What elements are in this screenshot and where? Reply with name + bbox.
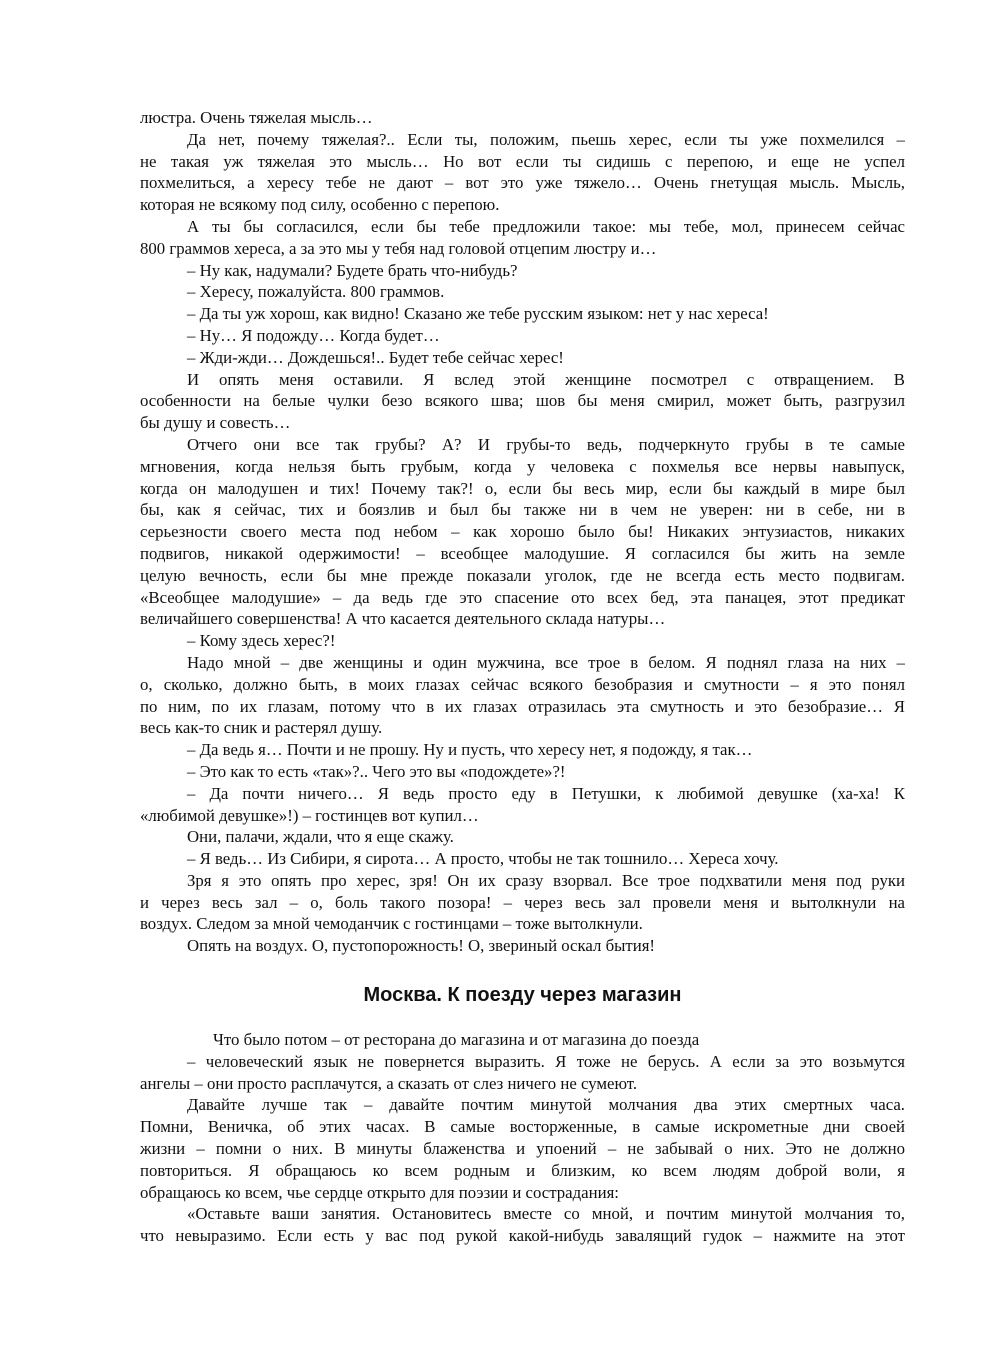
text-line: «Оставьте ваши занятия. Остановитесь вместе со мной, и почтим минутой молчания то,	[187, 1204, 905, 1224]
text-line: особенности на белые чулки безо всякого шва; шов бы меня смирил, может быть, разгрузил	[140, 391, 905, 411]
dialogue-line: – Кому здесь херес?!	[187, 631, 336, 651]
text-line: Давайте лучше так – давайте почтим минутой молчания два этих смертных часа.	[187, 1095, 905, 1115]
text-line: величайшего совершенства! А что касается деятельного склада натуры…	[140, 609, 666, 629]
text-line: серьезности своего места под небом – как хорошо было бы! Никаких энтузиастов, никаких	[140, 522, 905, 542]
paragraph	[140, 652, 905, 739]
dialogue-line: – Ну… Я подожду… Когда будет…	[187, 325, 440, 345]
chapter-heading: Москва. К поезду через магазин	[363, 984, 682, 1007]
text-line: по ним, по их глазам, потому что в их глазах отразилась эта смутность и это безобразие… Я	[140, 696, 905, 716]
text-line: люстра. Очень тяжелая мысль…	[140, 108, 373, 127]
text-line: Они, палачи, ждали, что я еще скажу.	[187, 827, 454, 847]
text-line: «любимой девушке»!) – гостинцев вот купил…	[140, 805, 479, 825]
text-line: которая не всякому под силу, особенно с перепою.	[140, 195, 500, 215]
text-line: о, сколько, должно быть, в моих глазах сейчас всякого безобразия и смутности – я это понял	[140, 674, 905, 694]
text-line: Зря я это опять про херес, зря! Он их сразу взорвал. Все трое подхватили меня под руки	[187, 870, 905, 890]
text-line: Что было потом – от ресторана до магазина и от магазина до поезда	[213, 1030, 700, 1050]
text-line: Помни, Веничка, об этих часах. В самые восторженные, в самые искрометные дни своей	[140, 1117, 905, 1137]
text-line: «Всеобщее малодушие» – да ведь где это спасение ото всех бед, эта панацея, этот предикат	[140, 587, 905, 607]
text-line: Надо мной – две женщины и один мужчина, все трое в белом. Я поднял глаза на них –	[187, 652, 905, 672]
paragraph	[140, 1203, 905, 1247]
text-line: ангелы – они просто расплачутся, а сказать от слез ничего не сумеют.	[140, 1073, 638, 1093]
text-line: бы душу и совесть…	[140, 413, 291, 433]
text-line: – человеческий язык не повернется выразить. Я тоже не берусь. А если за это возьмутся	[187, 1051, 905, 1071]
paragraph	[140, 434, 905, 630]
dialogue-line: – Жди-жди… Дождешься!.. Будет тебе сейчас херес!	[187, 347, 564, 367]
dialogue-line: – Ну как, надумали? Будете брать что-нибудь?	[187, 260, 518, 280]
dialogue-line: – Да ведь я… Почти и не прошу. Ну и пусть, что хересу нет, я подожду, я так…	[187, 740, 753, 760]
paragraph	[140, 1051, 905, 1095]
paragraph	[140, 369, 905, 434]
text-line: А ты бы согласился, если бы тебе предложили такое: мы тебе, мол, принесем сейчас	[187, 216, 905, 236]
paragraph	[140, 783, 905, 827]
paragraph	[140, 107, 905, 129]
document-page	[140, 107, 905, 1247]
text-line: жизни – помни о них. В минуты блаженства и упоений – не забывай о них. Это не должно	[140, 1139, 905, 1159]
text-line: Отчего они все так грубы? А? И грубы-то ведь, подчеркнуто грубы в те самые	[187, 434, 905, 454]
text-line: целую вечность, если бы мне прежде показали уголок, где не всегда есть место подвигам.	[140, 565, 905, 585]
text-line: похмелиться, а хересу тебе не дают – вот это уже тяжело… Очень гнетущая мысль. Мысль,	[140, 173, 905, 193]
text-line: мгновения, когда нельзя быть грубым, когда у человека с похмелья все нервы навыпуск,	[140, 456, 905, 476]
text-line: – Да почти ничего… Я ведь просто еду в Петушки, к любимой девушке (ха-ха! К	[187, 783, 905, 803]
text-line: Опять на воздух. О, пустопорожность! О, звериный оскал бытия!	[187, 936, 655, 956]
text-line: Да нет, почему тяжелая?.. Если ты, положим, пьешь херес, если ты уже похмелился –	[187, 129, 905, 149]
dialogue-line: – Хересу, пожалуйста. 800 граммов.	[187, 282, 445, 302]
text-line: воздух. Следом за мной чемоданчик с гостинцами – тоже вытолкнули.	[140, 914, 643, 934]
text-line: 800 граммов хереса, а за это мы у тебя над головой отцепим люстру и…	[140, 238, 657, 258]
text-line: обращаюсь ко всем, чье сердце открыто для поэзии и сострадания:	[140, 1182, 619, 1202]
text-line: И опять меня оставили. Я вслед этой женщине посмотрел с отвращением. В	[187, 369, 905, 389]
paragraph	[140, 129, 905, 216]
text-line: что невыразимо. Если есть у вас под рукой какой-нибудь завалящий гудок – нажмите на этот	[140, 1226, 905, 1246]
text-line: весь как-то сник и растерял душу.	[140, 718, 383, 738]
text-line: повториться. Я обращаюсь ко всем родным и близким, ко всем людям доброй воли, я	[140, 1160, 905, 1180]
paragraph	[140, 1094, 905, 1203]
text-line: не такая уж тяжелая это мысль… Но вот если ты сидишь с перепою, и еще не успел	[140, 151, 905, 171]
paragraph	[140, 216, 905, 260]
text-line: и через весь зал – о, боль такого позора! – через весь зал провели меня и вытолкнули на	[140, 892, 905, 912]
paragraph	[140, 870, 905, 935]
text-line: бы, как я сейчас, тих и боязлив и был бы также ни в чем не уверен: ни в себе, ни в	[140, 500, 905, 520]
dialogue-line: – Я ведь… Из Сибири, я сирота… А просто, чтобы не так тошнило… Хереса хочу.	[187, 849, 779, 869]
dialogue-line: – Да ты уж хорош, как видно! Сказано же тебе русским языком: нет у нас хереса!	[187, 304, 769, 324]
dialogue-line: – Это как то есть «так»?.. Чего это вы «подождете»?!	[187, 761, 566, 781]
text-line: когда он малодушен и тих! Почему так?! о, если бы весь мир, если бы каждый в мире был	[140, 478, 905, 498]
text-line: подвигов, никакой одержимости! – всеобщее малодушие. Я согласился бы жить на земле	[140, 543, 905, 563]
